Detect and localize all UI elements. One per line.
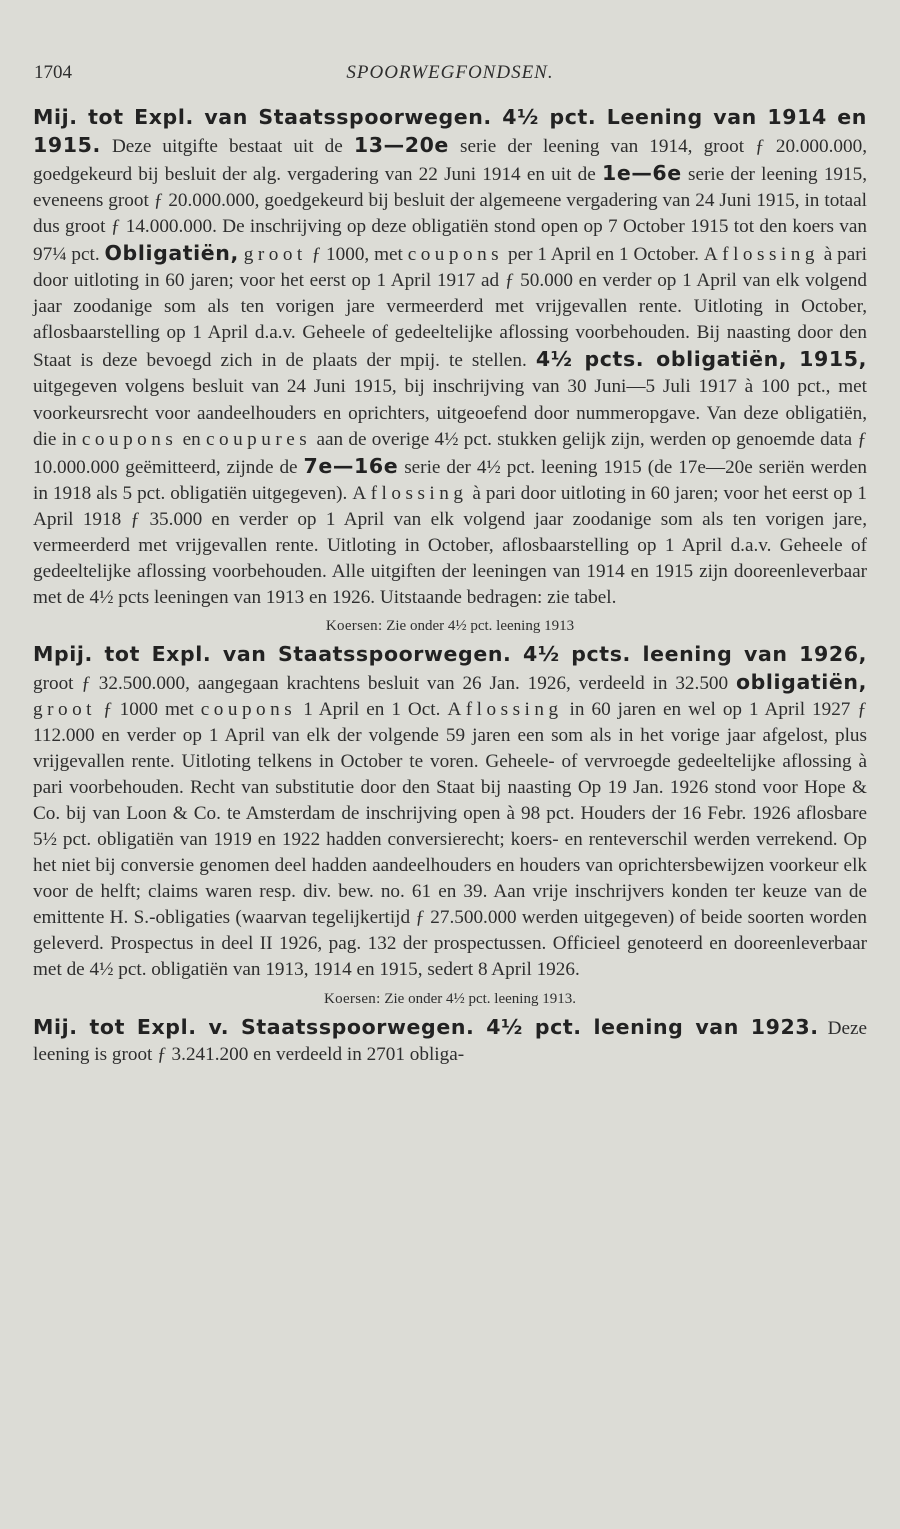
spaced-term: Aflossing: [703, 244, 819, 266]
article-paragraph: [33, 641, 867, 984]
text-run: in 60 jaren en wel op 1 April 1927 ƒ 112.000 en verder op 1 April van elk der volgende 59 jaren een som als in het vorige jaar afgelost, plus vrijgevallen rente. Uitloting telkens in October te voren. Geheele- of vervroegde gedeeltelijke aflossing à pari voorbehouden. Recht van substitutie door den Staat bij naasting Op 19 Jan. 1926 stond voor Hope & Co. bij van Loon & Co. te Amsterdam de inschrijving open à 98 pct. Houders der 16 Febr. 1926 aflosbare 5½ pct. obligatiën van 1919 en 1922 hadden conversierecht; koers- en renteverschil werden verrekend. Op het niet bij conversie genomen deel hadden aandeelhouders en houders van oprichtersbewijzen voorkeur elk voor de helft; claims waren resp. div. bew. no. 61 en 39. Aan vrije inschrijvers konden ter keuze van de emittente H. S.-obligaties (waarvan tegelijkertijd ƒ 27.500.000 werden uitgegeven) of beide soorten worden geleverd. Prospectus in deel II 1926, pag. 132 der prospectussen. Officieel genoteerd en dooreenleverbaar met de 4½ pct. obligatiën van 1913, 1914 en 1915, sedert 8 April 1926.: [33, 698, 867, 981]
text-run: serie der 4½ pct. leening 1915 (de 17e—20e seriën werden in 1918 als 5 pct. obligatiën uitgegeven).: [33, 456, 867, 504]
document-body: [33, 104, 867, 1068]
spaced-term: coupons: [407, 244, 504, 266]
quotes-reference: [33, 987, 867, 1011]
text-run: uitgegeven volgens besluit van 24 Juni 1915, bij inschrijving van 30 Juni—5 Juli 1917 à 100 pct., met voorkeursrecht voor aandeelhouders en oprichters, uitgeoefend door nummeropgave. Van deze obligatiën, die in: [33, 376, 867, 450]
article-paragraph: [33, 1014, 867, 1068]
page-number: 1704: [34, 62, 72, 83]
spaced-term: Aflossing: [447, 698, 563, 720]
text-run: Deze leening is groot ƒ 3.241.200 en verdeeld in 2701 obliga-: [33, 1017, 867, 1065]
text-run: en: [177, 428, 206, 450]
quotes-label: Koersen:: [324, 990, 381, 1007]
text-run: à pari door uitloting in 60 jaren; voor het eerst op 1 April 1918 ƒ 35.000 en verder op 1 April van elk volgend jaar zoodanige som als ten vorigen jare, vermeerderd met vrijgevallen rente. Uitloting in October, aflosbaarstelling op 1 April d.a.v. Geheele of gedeeltelijke aflossing voorbehouden. Alle uitgiften der leeningen van 1914 en 1915 zijn dooreenleverbaar met de 4½ pcts leeningen van 1913 en 1926. Uitstaande bedragen: zie tabel.: [33, 482, 867, 608]
quotes-reference-text: Zie onder 4½ pct. leening 1913.: [384, 990, 576, 1007]
article-heading: Mpij. tot Expl. van Staatsspoorwegen. 4½ pcts. leening van 1926,: [33, 641, 867, 666]
bold-term: obligatiën,: [735, 669, 867, 694]
bold-term: 7e—16e: [303, 453, 399, 478]
text-run: ƒ 1000, met: [306, 244, 408, 266]
spaced-term: coupons: [81, 428, 178, 450]
spaced-term: coupons: [200, 698, 297, 720]
bold-term: 13—20e: [353, 133, 449, 158]
text-run: à pari door uitloting in 60 jaren; voor het eerst op 1 April 1917 ad ƒ 50.000 en verder op 1 April van elk volgend jaar zoodanige som als ten vorigen jare vermeerderd met vrijgevallen rente. Uitloting in October, aflosbaarstelling op 1 April d.a.v. Geheele of gedeeltelijke aflossing voorbehouden. Bij naasting door den Staat is deze bevoegd zich in de plaats der mpij. te stellen.: [33, 244, 867, 372]
text-run: ƒ 1000 met: [96, 698, 201, 720]
quotes-reference-text: Zie onder 4½ pct. leening 1913: [386, 617, 575, 634]
bold-term: 4½ pcts. obligatiën, 1915,: [535, 347, 868, 372]
article-heading: Mij. tot Expl. van Staatsspoorwegen. 4½ pct. Leening van 1914 en 1915.: [33, 105, 867, 158]
text-run: serie der leening 1915, eveneens groot ƒ 20.000.000, goedgekeurd bij besluit der algemeene vergadering van 24 Juni 1915, in totaal dus groot ƒ 14.000.000. De inschrijving op deze obligatiën stond open op 7 October 1915 tot den koers van 97¼ pct.: [33, 164, 867, 266]
text-run: aan de overige 4½ pct. stukken gelijk zijn, werden op genoemde data ƒ 10.000.000 geëmitteerd, zijnde de: [33, 428, 867, 478]
spaced-term: groot: [243, 244, 307, 266]
spaced-term: Aflossing: [352, 482, 468, 504]
article-paragraph: [33, 104, 867, 611]
running-title: SPOORWEGFONDSEN.: [346, 62, 554, 83]
article-heading: Mij. tot Expl. v. Staatsspoorwegen. 4½ pct. leening van 1923.: [33, 1014, 819, 1039]
spaced-term: groot: [33, 698, 97, 720]
text-run: Deze uitgifte bestaat uit de: [111, 136, 354, 158]
quotes-reference: [33, 614, 867, 638]
spaced-term: coupures: [205, 428, 312, 450]
bold-term: 1e—6e: [601, 161, 682, 186]
text-run: 1 April en 1 Oct.: [296, 698, 448, 720]
text-run: serie der leening van 1914, groot ƒ 20.000.000, goedgekeurd bij besluit der alg. vergadering van 22 Juni 1914 en uit de: [33, 136, 867, 186]
text-run: per 1 April en 1 October.: [503, 244, 704, 266]
text-run: groot ƒ 32.500.000, aangegaan krachtens besluit van 26 Jan. 1926, verdeeld in 32.500: [33, 672, 736, 694]
bold-term: Obligatiën,: [104, 241, 239, 266]
quotes-label: Koersen:: [325, 617, 383, 634]
page-header: [34, 62, 866, 88]
